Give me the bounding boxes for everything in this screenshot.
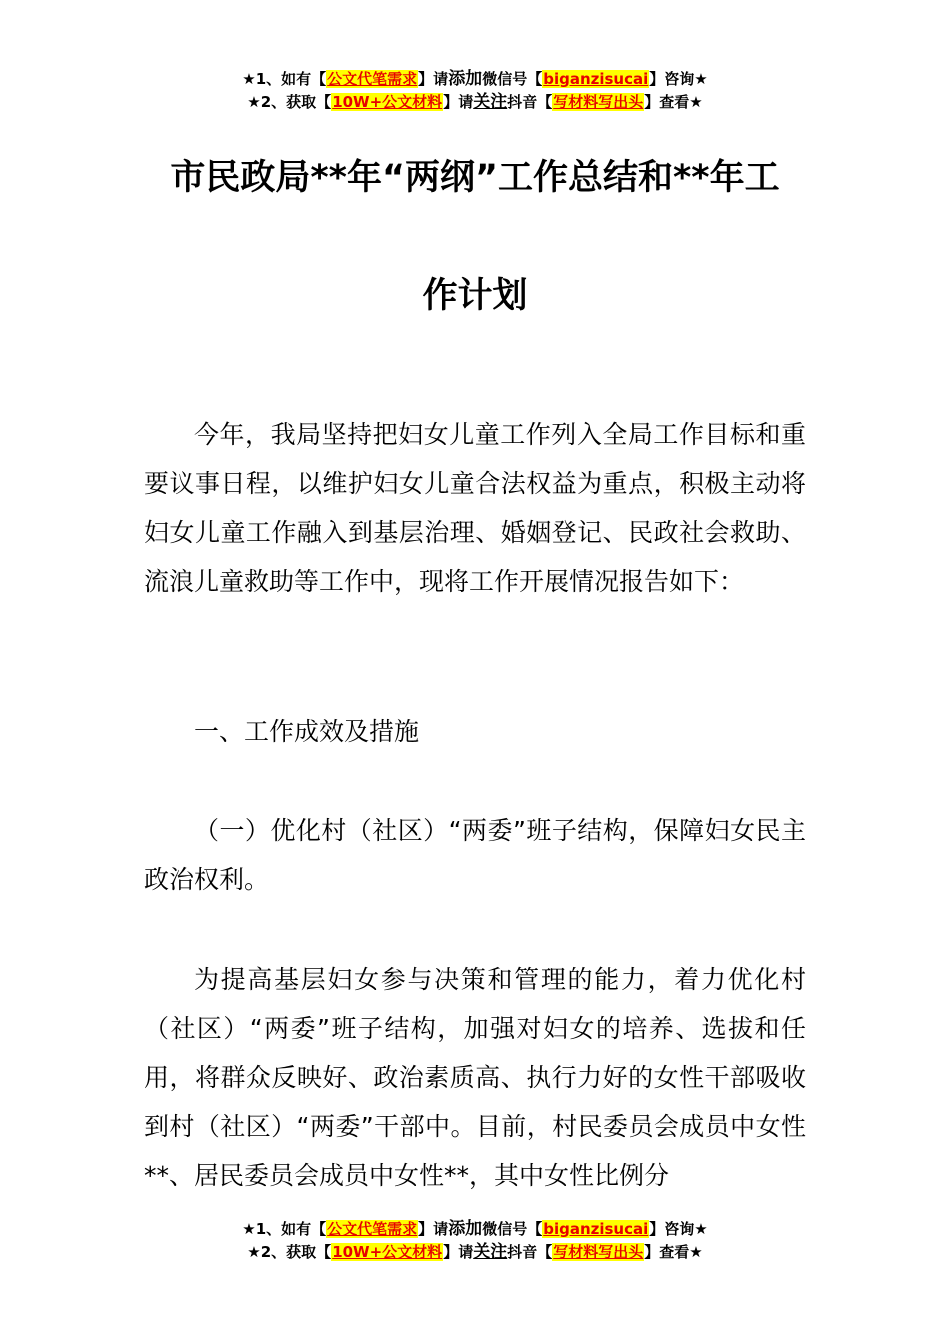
- intro-paragraph: 今年，我局坚持把妇女儿童工作列入全局工作目标和重要议事日程，以维护妇女儿童合法权益为重点，积极主动将妇女儿童工作融入到基层治理、婚姻登记、民政社会救助、流浪儿童救助等工作中，现将工作开展情况报告如下：: [144, 420, 806, 596]
- banner-text: 抖音【: [507, 93, 553, 111]
- banner-line-2: [0, 1241, 950, 1264]
- banner-text: 微信号【: [482, 70, 543, 88]
- banner-highlight: 10W+公文材料: [332, 93, 443, 111]
- bottom-banner: [0, 1218, 950, 1264]
- banner-text: 微信号【: [482, 1220, 543, 1238]
- banner-highlight: 公文代笔需求: [327, 70, 418, 88]
- banner-text: 】请: [443, 93, 474, 111]
- banner-emphasis: 添加: [448, 1219, 483, 1239]
- banner-highlight: biganzisucai: [543, 1220, 649, 1238]
- banner-text: ★2、获取【: [247, 1243, 332, 1261]
- document-title-line-2: 作计划: [422, 276, 528, 316]
- banner-highlight: 公文代笔需求: [327, 1220, 418, 1238]
- banner-line-2: [0, 91, 950, 114]
- banner-text: 抖音【: [507, 1243, 553, 1261]
- banner-highlight: biganzisucai: [543, 70, 649, 88]
- banner-text: 】咨询★: [649, 1220, 708, 1238]
- banner-emphasis: 关注: [473, 92, 508, 112]
- banner-text: 】咨询★: [649, 70, 708, 88]
- banner-text: 】查看★: [644, 93, 703, 111]
- banner-text: ★2、获取【: [247, 93, 332, 111]
- banner-emphasis: 关注: [473, 1242, 508, 1262]
- body-paragraph: 为提高基层妇女参与决策和管理的能力，着力优化村（社区）“两委”班子结构，加强对妇女的培养、选拔和任用，将群众反映好、政治素质高、执行力好的女性干部吸收到村（社区）“两委”干部中。目前，村民委员会成员中女性**、居民委员会成员中女性**，其中女性比例分: [144, 965, 806, 1190]
- banner-text: 】查看★: [644, 1243, 703, 1261]
- banner-text: 】请: [418, 70, 449, 88]
- subsection-heading: （一）优化村（社区）“两委”班子结构，保障妇女民主政治权利。: [144, 816, 806, 894]
- banner-highlight: 10W+公文材料: [332, 1243, 443, 1261]
- banner-highlight: 写材料写出头: [553, 1243, 644, 1261]
- section-heading: 一、工作成效及措施: [194, 717, 420, 746]
- banner-highlight: 写材料写出头: [553, 93, 644, 111]
- banner-text: 】请: [443, 1243, 474, 1261]
- banner-text: ★1、如有【: [242, 1220, 327, 1238]
- banner-text: ★1、如有【: [242, 70, 327, 88]
- banner-emphasis: 添加: [448, 69, 483, 89]
- banner-text: 】请: [418, 1220, 449, 1238]
- top-banner: [0, 68, 950, 114]
- banner-line-1: [0, 68, 950, 91]
- document-title-line-1: 市民政局**年“两纲”工作总结和**年工: [170, 158, 780, 198]
- banner-line-1: [0, 1218, 950, 1241]
